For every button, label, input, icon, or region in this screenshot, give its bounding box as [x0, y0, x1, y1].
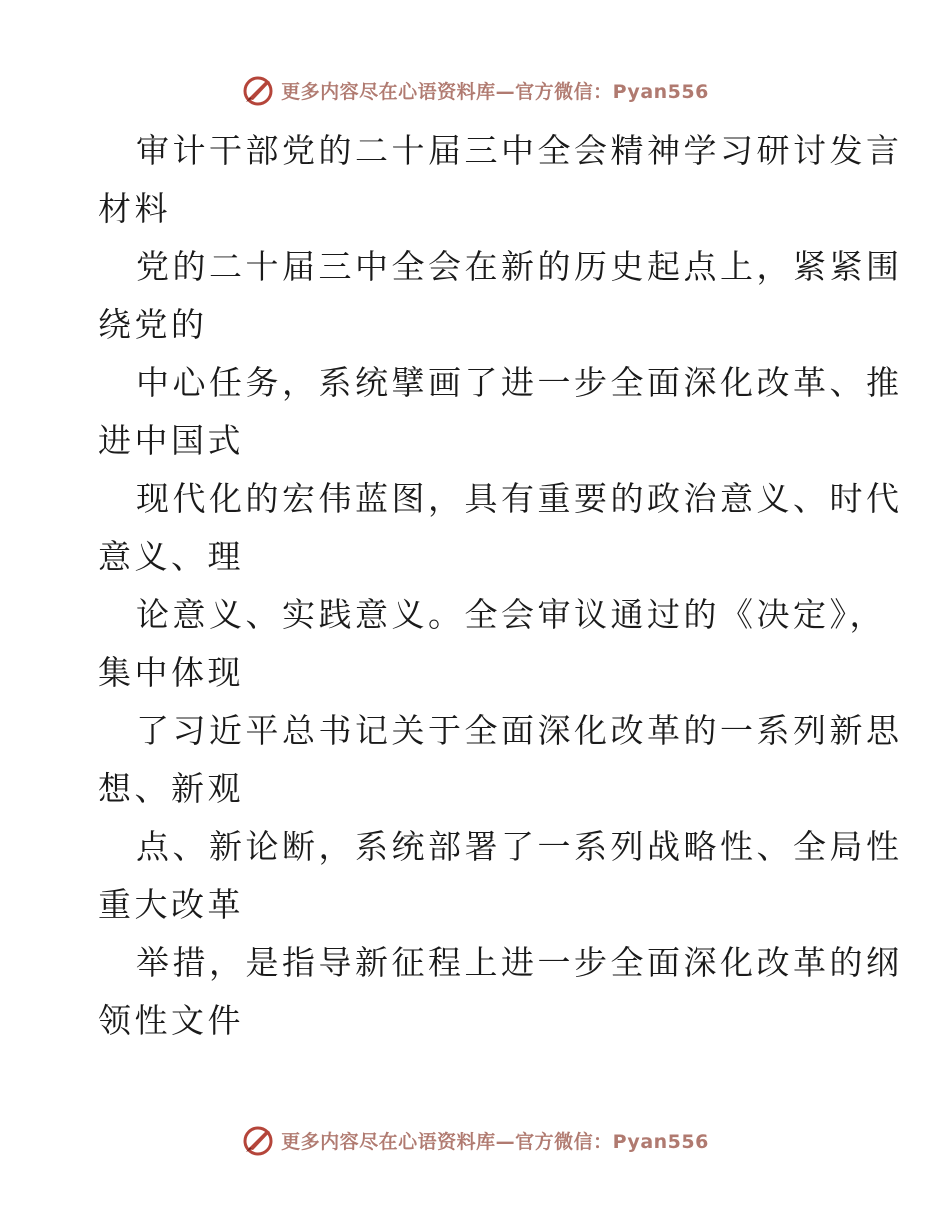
footer-banner: [0, 1120, 950, 1160]
footer-banner-text: 更多内容尽在心语资料库—官方微信：Pyan556: [281, 1130, 709, 1153]
text-line: 想、新观: [98, 769, 244, 808]
quill-pen-logo-icon: [241, 1123, 275, 1157]
text-line: 了习近平总书记关于全面深化改革的一系列新思: [136, 711, 903, 750]
header-banner: [0, 70, 950, 110]
text-line: 中心任务，系统擘画了进一步全面深化改革、推: [136, 363, 903, 402]
text-line: 论意义、实践意义。全会审议通过的《决定》，: [136, 595, 886, 634]
document-body: [98, 122, 903, 1050]
text-line: 领性文件: [98, 1001, 244, 1040]
quill-pen-logo-icon: [241, 73, 275, 107]
text-line: 审计干部党的二十届三中全会精神学习研讨发言: [136, 131, 903, 170]
header-banner-text: 更多内容尽在心语资料库—官方微信：Pyan556: [281, 80, 709, 103]
text-line: 举措，是指导新征程上进一步全面深化改革的纲: [136, 943, 903, 982]
text-line: 重大改革: [98, 885, 244, 924]
text-line: 绕党的: [98, 305, 208, 344]
text-line: 现代化的宏伟蓝图，具有重要的政治意义、时代: [136, 479, 903, 518]
text-line: 材料: [98, 189, 171, 228]
text-line: 党的二十届三中全会在新的历史起点上，紧紧围: [136, 247, 903, 286]
text-line: 点、新论断，系统部署了一系列战略性、全局性: [136, 827, 903, 866]
text-line: 进中国式: [98, 421, 244, 460]
text-line: 集中体现: [98, 653, 244, 692]
text-line: 意义、理: [98, 537, 244, 576]
